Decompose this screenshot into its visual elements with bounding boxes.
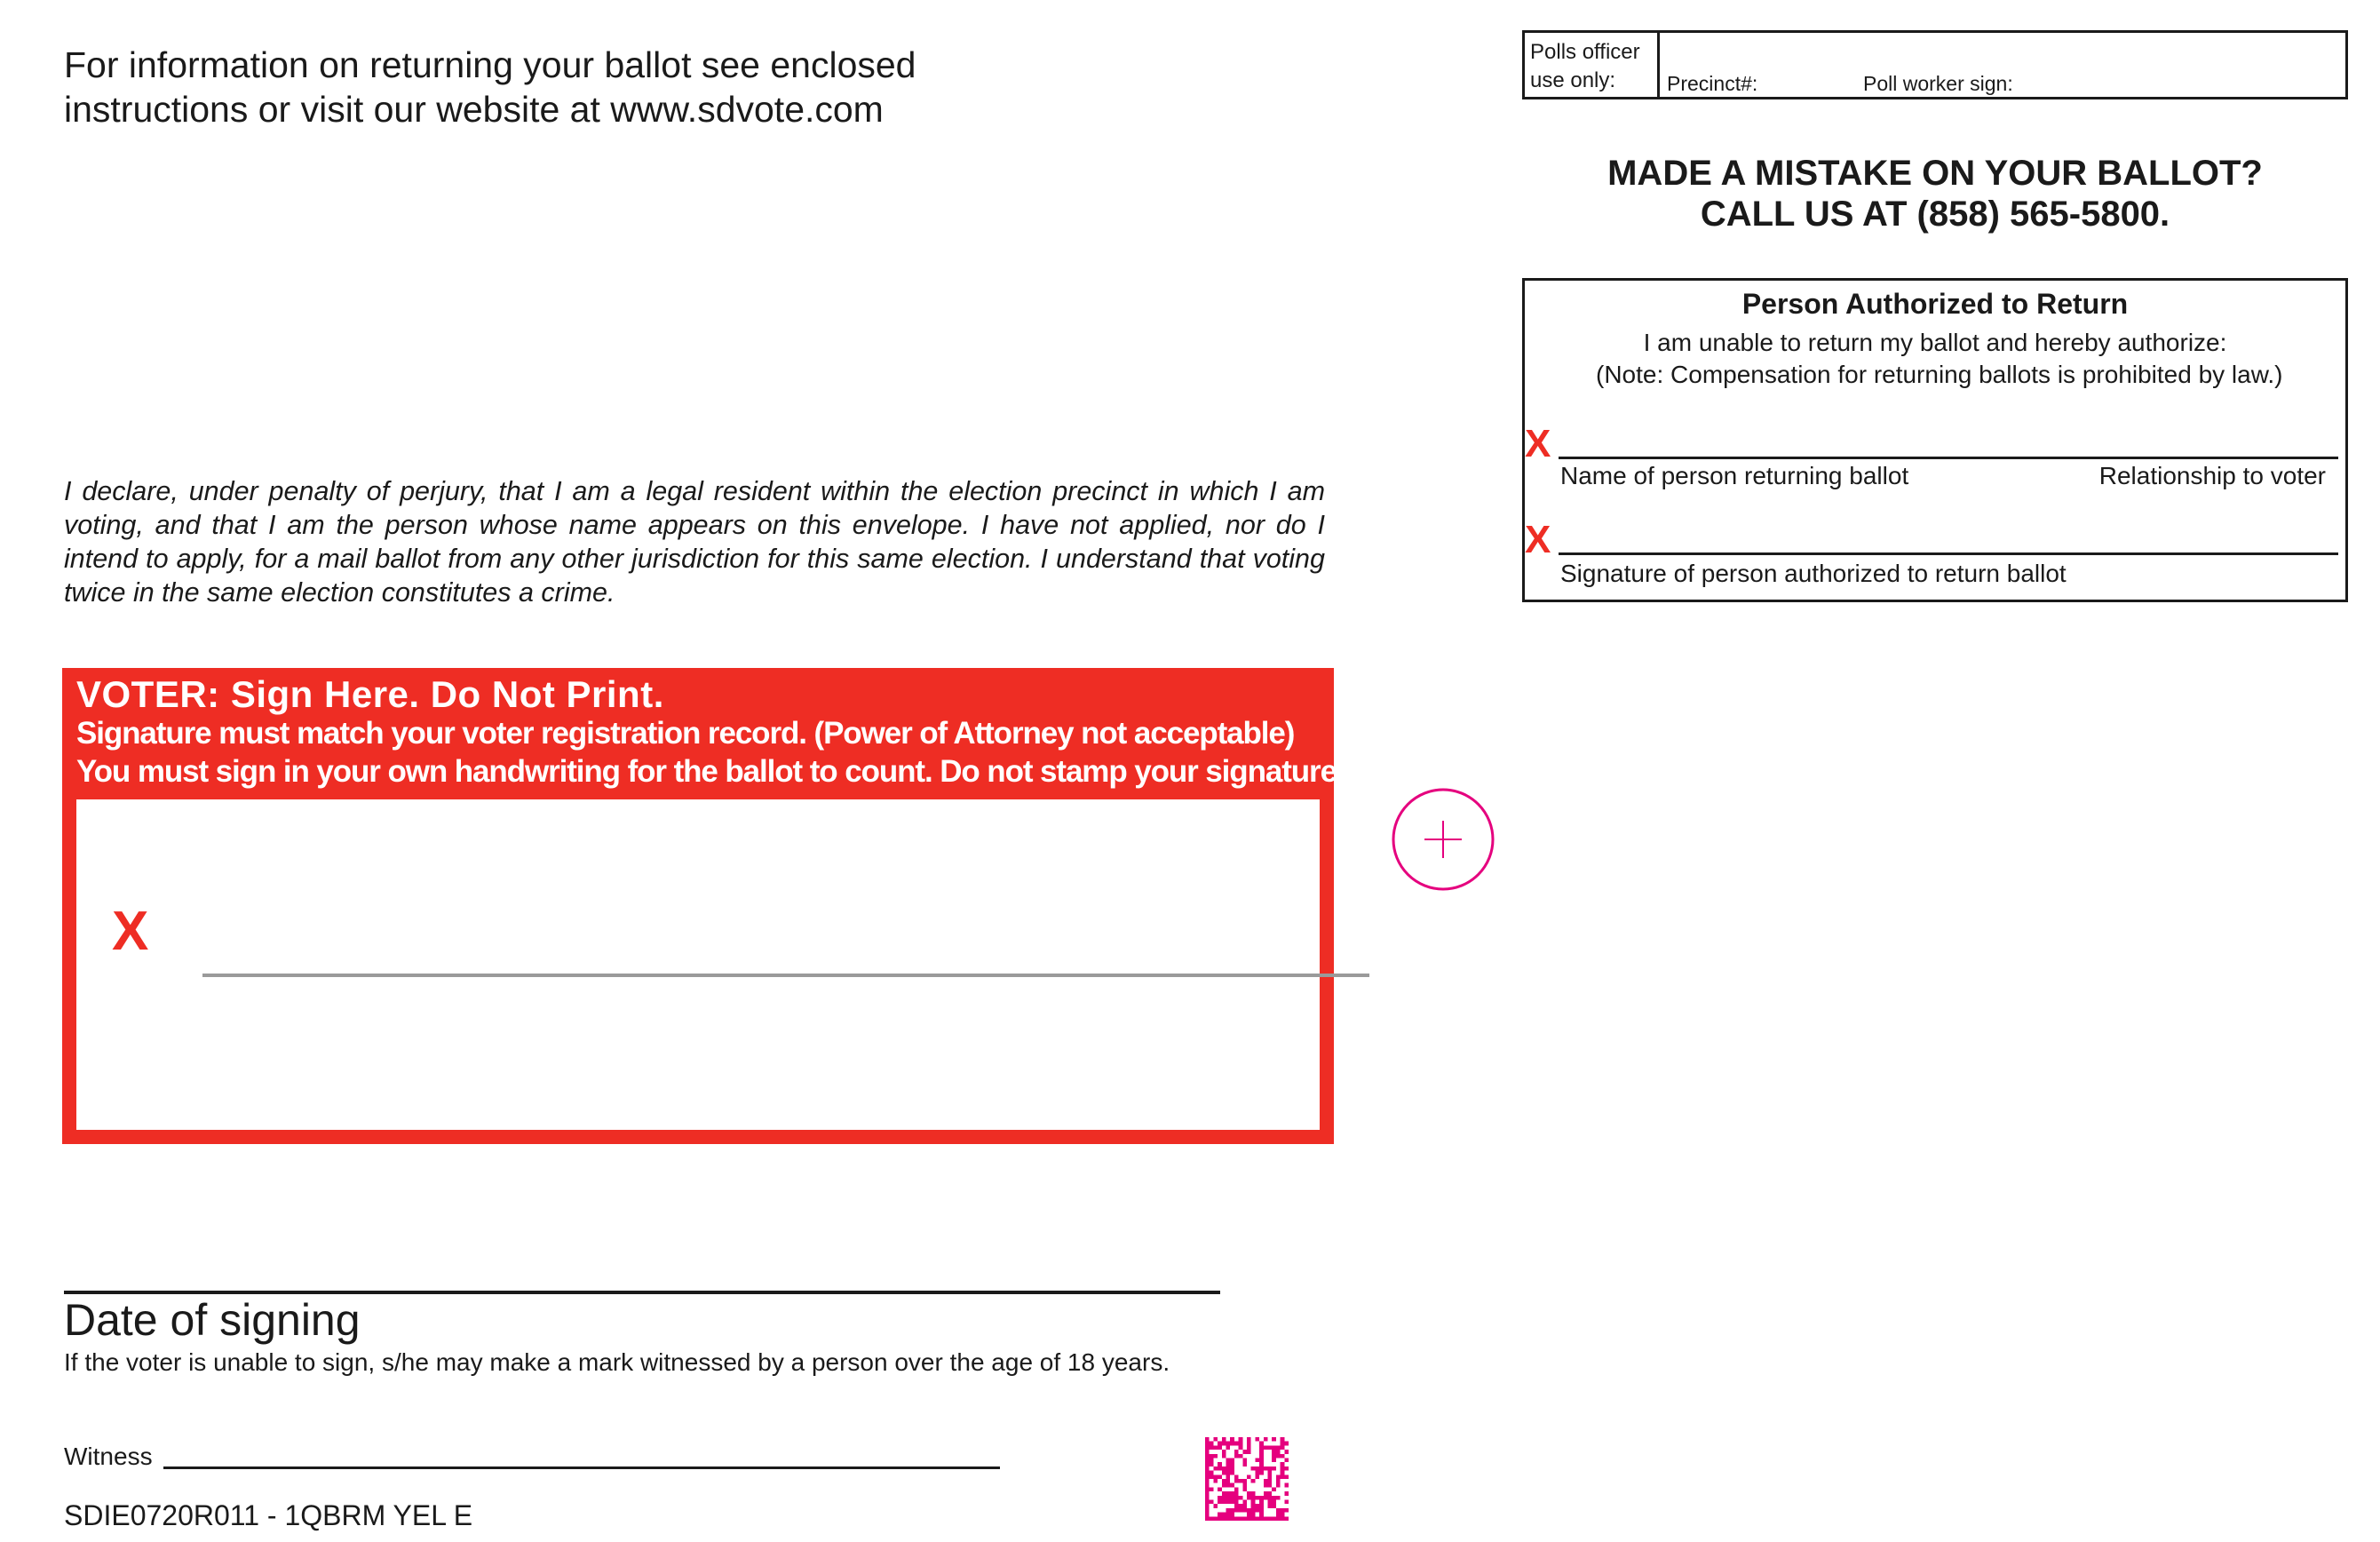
witness-signature-line[interactable]: [163, 1466, 1000, 1469]
handwriting-note: You must sign in your own handwriting for the ballot to count. Do not stamp your signature.: [76, 754, 1345, 789]
compensation-note: (Note: Compensation for returning ballots is prohibited by law.): [1596, 361, 2283, 388]
return-info-line-2: instructions or visit our website at www.sdvote.com: [64, 89, 884, 130]
name-x-mark: X: [1525, 422, 1551, 465]
poll-worker-sign-label: Poll worker sign:: [1863, 72, 2013, 95]
authorized-return-box: [1522, 278, 2348, 602]
voter-sign-heading: VOTER: Sign Here. Do Not Print.: [76, 673, 664, 715]
perjury-declaration: I declare, under penalty of perjury, that I am a legal resident within the election precinct in which I am voting, and that I am the person whose name appears on this envelope. I have not applied, nor do I intend to apply, for a mail ballot from any other jurisdiction for this same election. I understand that voting twice in the same election constitutes a crime.: [64, 476, 1325, 608]
voter-signature-field[interactable]: [76, 799, 1320, 1130]
returner-name-field[interactable]: [1559, 457, 2338, 459]
mistake-notice-phone: CALL US AT (858) 565-5800.: [1700, 195, 2170, 234]
authorized-return-subtitle: I am unable to return my ballot and hereby authorize:: [1643, 329, 2227, 356]
date-of-signing-label: Date of signing: [64, 1295, 361, 1345]
returner-signature-label: Signature of person authorized to return ballot: [1560, 560, 2067, 587]
returner-signature-field[interactable]: [1559, 552, 2338, 555]
mistake-notice: [1522, 153, 2348, 234]
data-matrix-code-icon: [1205, 1437, 1289, 1521]
witness-label: Witness: [64, 1443, 153, 1470]
voter-signature-x-mark: X: [112, 901, 149, 962]
polls-officer-label-line-1: Polls officer: [1530, 40, 1640, 64]
polls-officer-label-cell: [1525, 33, 1660, 97]
returner-name-label: Name of person returning ballot: [1560, 462, 1909, 489]
polls-officer-label: [1530, 38, 1640, 95]
return-info: [64, 43, 1130, 131]
relationship-label: Relationship to voter: [2098, 462, 2326, 489]
polls-officer-box: [1522, 30, 2348, 99]
polls-officer-label-line-2: use only:: [1530, 68, 1616, 92]
form-code: SDIE0720R011 - 1QBRM YEL E: [64, 1499, 473, 1531]
signature-match-note: Signature must match your voter registration record. (Power of Attorney not acceptable): [76, 716, 1295, 751]
return-info-line-1: For information on returning your ballot see enclosed: [64, 44, 916, 85]
signature-x-mark: X: [1525, 518, 1551, 561]
registration-mark-icon: [1391, 787, 1495, 892]
mistake-notice-line-1: MADE A MISTAKE ON YOUR BALLOT?: [1607, 154, 2263, 193]
authorized-return-title: Person Authorized to Return: [1741, 288, 2129, 320]
voter-signature-line: [202, 974, 1369, 977]
mark-witness-note: If the voter is unable to sign, s/he may make a mark witnessed by a person over the age of 18 years.: [64, 1348, 1170, 1376]
voter-signature-box: [62, 668, 1345, 1144]
precinct-label: Precinct#:: [1667, 72, 1758, 95]
